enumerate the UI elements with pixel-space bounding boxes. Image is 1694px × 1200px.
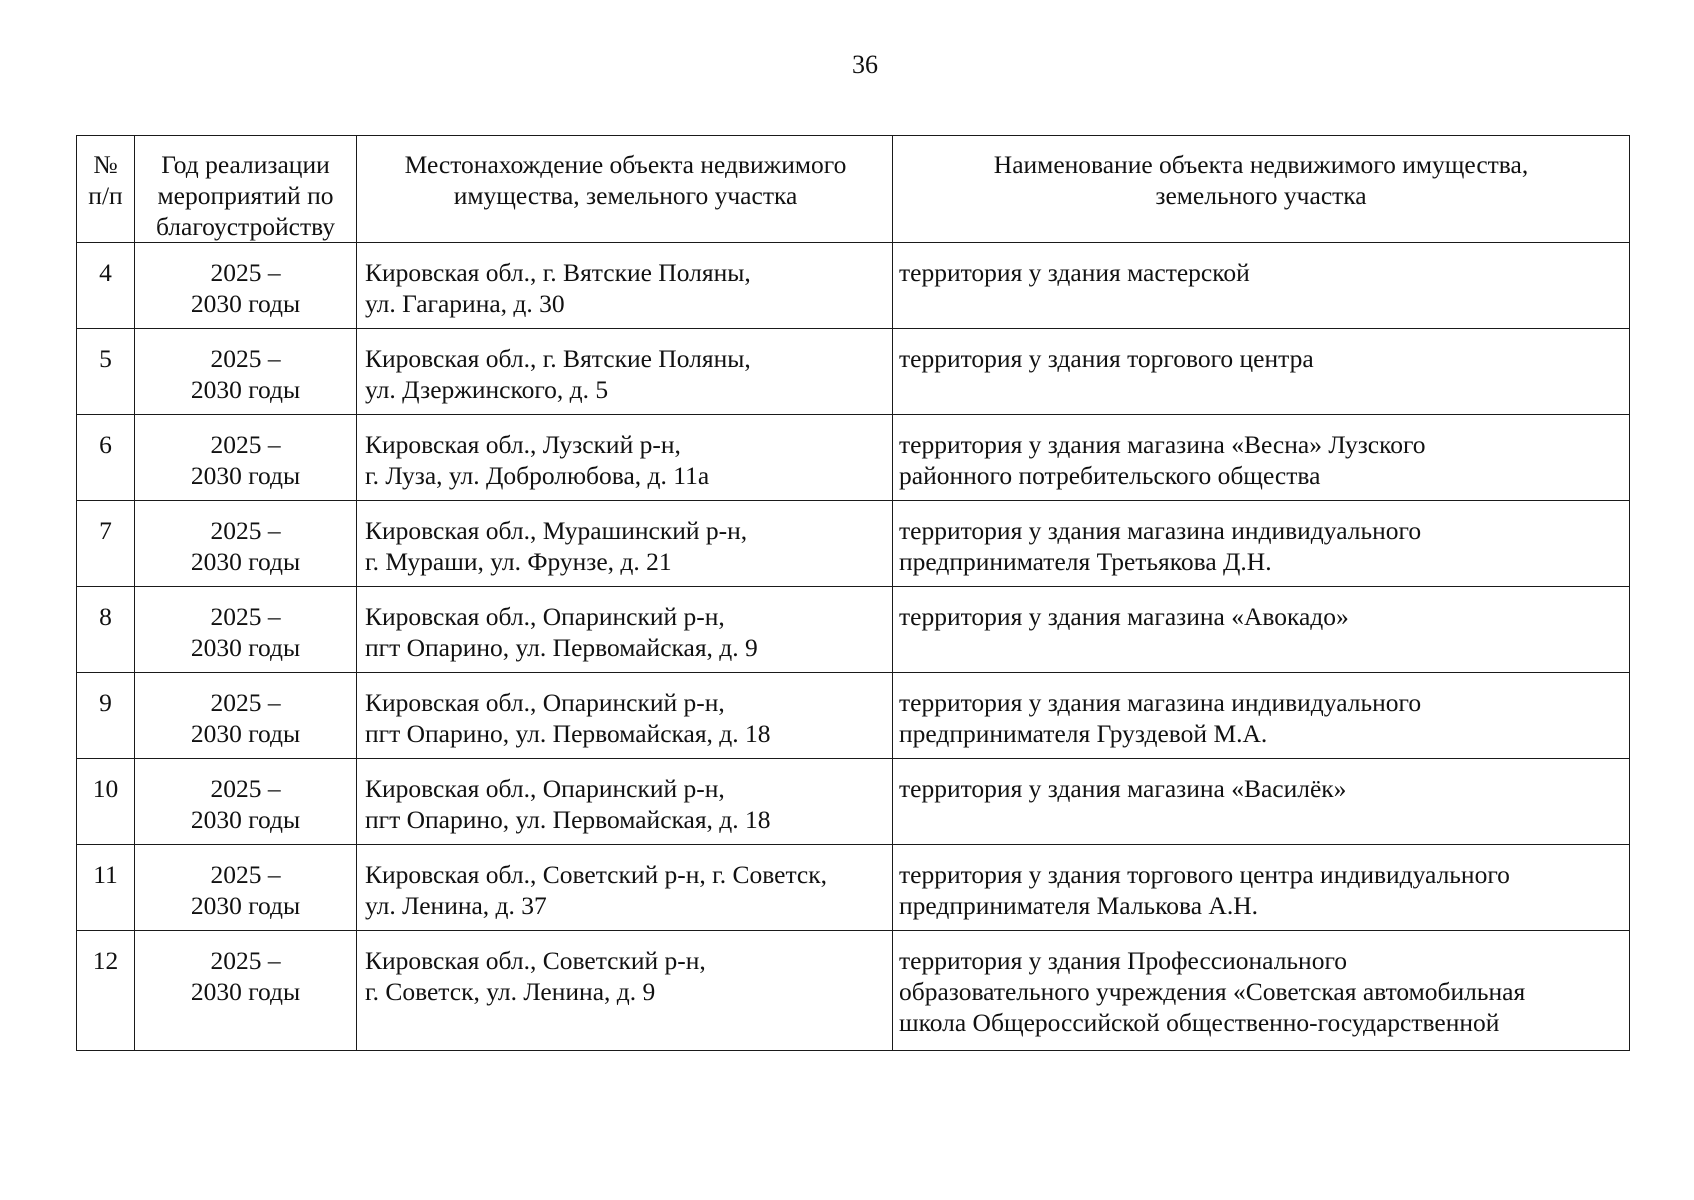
table-row xyxy=(77,501,1630,587)
table-row xyxy=(77,759,1630,845)
cell-number: 4 xyxy=(77,243,135,329)
table-body xyxy=(77,243,1630,1051)
cell-number: 12 xyxy=(77,931,135,1051)
cell-year: 2025 – 2030 годы xyxy=(135,243,357,329)
cell-object-name: территория у здания Профессионального образовательного учреждения «Советская автомобильная школа Общероссийской общественно-государственной xyxy=(893,931,1630,1051)
cell-object-name: территория у здания магазина индивидуального предпринимателя Груздевой М.А. xyxy=(893,673,1630,759)
header-number: № п/п xyxy=(77,136,135,243)
cell-object-name: территория у здания торгового центра xyxy=(893,329,1630,415)
cell-year: 2025 – 2030 годы xyxy=(135,673,357,759)
table-row xyxy=(77,845,1630,931)
cell-location: Кировская обл., Опаринский р-н, пгт Опарино, ул. Первомайская, д. 18 xyxy=(357,673,893,759)
cell-number: 11 xyxy=(77,845,135,931)
table-row xyxy=(77,931,1630,1051)
cell-year: 2025 – 2030 годы xyxy=(135,845,357,931)
cell-object-name: территория у здания магазина «Весна» Лузского районного потребительского общества xyxy=(893,415,1630,501)
header-object-name: Наименование объекта недвижимого имущества, земельного участка xyxy=(893,136,1630,243)
cell-year: 2025 – 2030 годы xyxy=(135,759,357,845)
page-number: 36 xyxy=(852,50,878,79)
cell-location: Кировская обл., Советский р-н, г. Советск, ул. Ленина, д. 37 xyxy=(357,845,893,931)
cell-year: 2025 – 2030 годы xyxy=(135,329,357,415)
cell-object-name: территория у здания магазина индивидуального предпринимателя Третьякова Д.Н. xyxy=(893,501,1630,587)
cell-location: Кировская обл., г. Вятские Поляны, ул. Гагарина, д. 30 xyxy=(357,243,893,329)
cell-number: 6 xyxy=(77,415,135,501)
cell-object-name: территория у здания магазина «Василёк» xyxy=(893,759,1630,845)
cell-object-name: территория у здания торгового центра индивидуального предпринимателя Малькова А.Н. xyxy=(893,845,1630,931)
table-row xyxy=(77,587,1630,673)
cell-year: 2025 – 2030 годы xyxy=(135,587,357,673)
cell-number: 10 xyxy=(77,759,135,845)
cell-location: Кировская обл., Мурашинский р-н, г. Мураши, ул. Фрунзе, д. 21 xyxy=(357,501,893,587)
cell-location: Кировская обл., Опаринский р-н, пгт Опарино, ул. Первомайская, д. 9 xyxy=(357,587,893,673)
cell-object-name: территория у здания мастерской xyxy=(893,243,1630,329)
cell-location: Кировская обл., Советский р-н, г. Советск, ул. Ленина, д. 9 xyxy=(357,931,893,1051)
cell-number: 9 xyxy=(77,673,135,759)
cell-year: 2025 – 2030 годы xyxy=(135,501,357,587)
table-row xyxy=(77,329,1630,415)
table-row xyxy=(77,415,1630,501)
cell-number: 5 xyxy=(77,329,135,415)
cell-number: 8 xyxy=(77,587,135,673)
property-registry-table xyxy=(76,135,1630,1051)
table-header xyxy=(77,136,1630,243)
cell-year: 2025 – 2030 годы xyxy=(135,415,357,501)
header-row xyxy=(77,136,1630,243)
cell-location: Кировская обл., Опаринский р-н, пгт Опарино, ул. Первомайская, д. 18 xyxy=(357,759,893,845)
cell-object-name: территория у здания магазина «Авокадо» xyxy=(893,587,1630,673)
cell-number: 7 xyxy=(77,501,135,587)
header-year: Год реализации мероприятий по благоустройству xyxy=(135,136,357,243)
cell-location: Кировская обл., г. Вятские Поляны, ул. Дзержинского, д. 5 xyxy=(357,329,893,415)
header-location: Местонахождение объекта недвижимого имущества, земельного участка xyxy=(357,136,893,243)
table-row xyxy=(77,243,1630,329)
cell-year: 2025 – 2030 годы xyxy=(135,931,357,1051)
cell-location: Кировская обл., Лузский р-н, г. Луза, ул. Добролюбова, д. 11а xyxy=(357,415,893,501)
table-row xyxy=(77,673,1630,759)
